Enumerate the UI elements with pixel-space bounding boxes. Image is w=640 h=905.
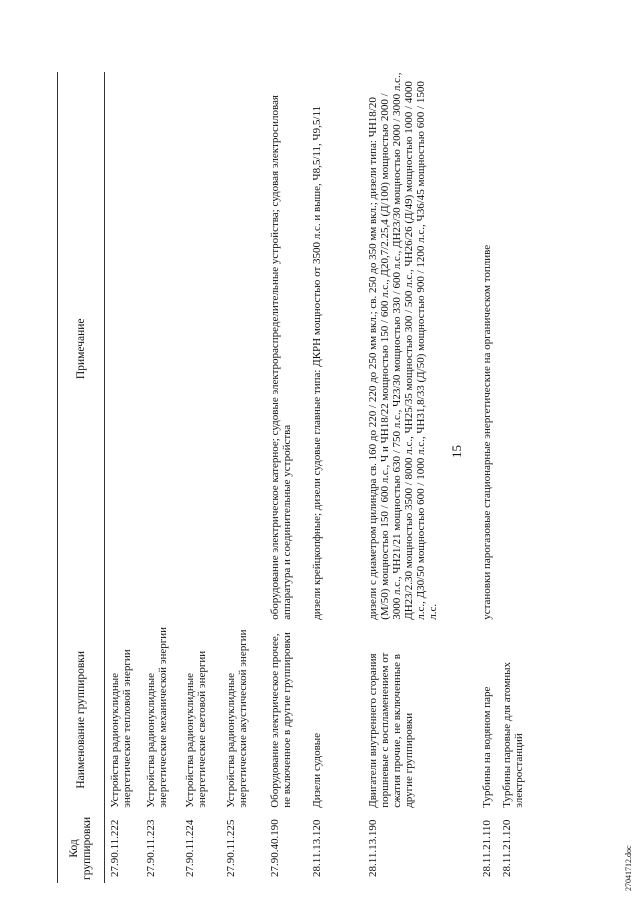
- classification-table: [57, 72, 541, 883]
- row-name: Оборудование электрическое прочее, не включенное в другие группировки: [269, 632, 293, 808]
- page-number: 15: [449, 445, 464, 458]
- row-name: Двигатели внутреннего сгорания поршневые с воспламенением от сжатия прочие, не включенные в другие группировки: [367, 652, 415, 808]
- row-name: Дизели судовые: [311, 732, 323, 808]
- row-code: 27.90.11.222: [109, 819, 121, 877]
- row-note: оборудование электрическое катерное; судовые электрораспределительные устройства; судовая электросиловая аппаратура и соединительные устройства: [269, 95, 293, 620]
- table-row: [184, 72, 225, 883]
- table-row: [105, 72, 146, 883]
- row-note: дизели с диаметром цилиндра св. 160 до 220 / 220 до 250 мм вкл.; св. 250 до 350 мм вкл.; дизели типа: ЧН18/20 (М/50) мощностью 150 / 600 л.с., Ч и ЧН18/22 мощностью 150 / 600 л.с., Д20,7/2.25,4 (Д/100) мощностью 2000 / 3000 л.с., ЧН21/21 мощностью 630 / 750 л.с., Ч23/30 мощностью 330 / 600 л.с., ДН23/30 мощностью 2000 / 3000 л.с., ДН23/2.30 мощностью 3500 / 8000 л.с., ЧН25/35 мощностью 300 / 500 л.с., ЧН26/26 (Д/49) мощностью 1000 / 4000 л.с., Д30/50 мощностью 600 / 1000 л.с., ЧН31,8/33 (Д/50) мощностью 900 / 1200 л.с., Ч36/45 мощностью 600 / 1500 л.с.: [367, 72, 439, 620]
- table-header-row: [58, 72, 105, 883]
- row-code: 28.11.13.190: [367, 819, 379, 877]
- row-code: 27.90.11.223: [145, 819, 157, 877]
- row-note: [501, 72, 541, 626]
- row-note: установки парогазовые стационарные энергетические на органическом топливе: [481, 244, 493, 620]
- row-code: 27.90.11.225: [225, 819, 237, 877]
- row-note: [225, 72, 269, 626]
- row-name: Устройства радионуклидные энергетические механической энергии: [145, 626, 169, 808]
- table-row: [367, 72, 481, 883]
- row-code: 28.11.21.120: [501, 819, 513, 877]
- row-code: 28.11.21.110: [481, 820, 493, 877]
- table-row: [145, 72, 184, 883]
- footer-document-name: 27041712.doc: [624, 845, 633, 891]
- row-code: 28.11.13.120: [311, 819, 323, 877]
- row-note: [184, 72, 225, 626]
- row-note: дизели крейцкопфные; дизели судовые главные типа: ДКРН мощностью от 3500 л.с. и выше, Ч8,5/11, Ч9,5/11: [311, 105, 323, 620]
- table-row: [501, 72, 541, 883]
- row-code: 27.90.40.190: [269, 819, 281, 877]
- row-name: Турбины на водяном паре: [481, 686, 493, 808]
- table-row: [225, 72, 269, 883]
- row-name: Устройства радионуклидные энергетические акустической энергии: [225, 629, 249, 808]
- row-name: Турбины паровые для атомных электростанций: [501, 661, 525, 808]
- row-code: 27.90.11.224: [184, 819, 196, 877]
- header-note: Примечание: [58, 72, 105, 626]
- header-code: Код группировки: [58, 814, 105, 883]
- row-name: Устройства радионуклидные энергетические тепловой энергии: [109, 649, 133, 808]
- table-row: [481, 72, 501, 883]
- table-row: [269, 72, 311, 883]
- header-name: Наименование группировки: [58, 626, 105, 814]
- table-row: [311, 72, 367, 883]
- row-name: Устройства радионуклидные энергетические световой энергии: [184, 650, 208, 808]
- row-note: [145, 72, 184, 626]
- row-note: [105, 72, 146, 626]
